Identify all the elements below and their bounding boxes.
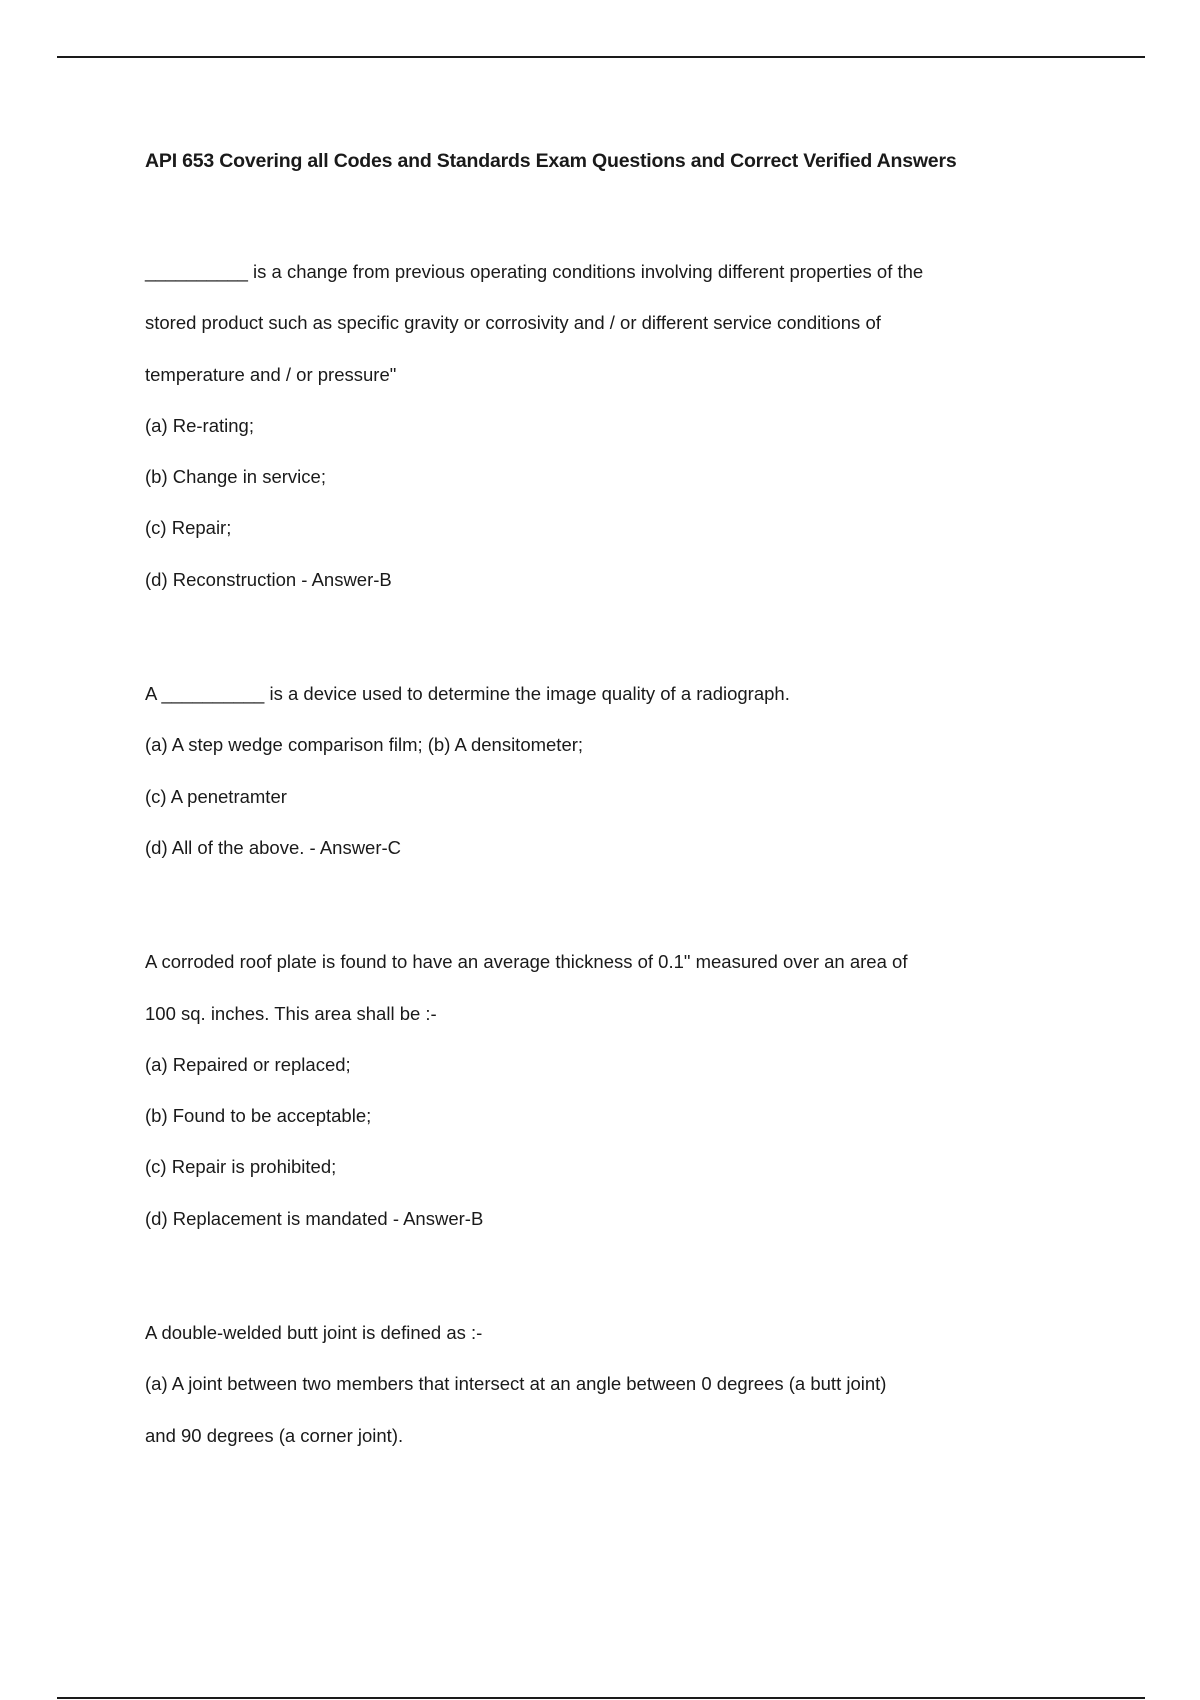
question-1-line: stored product such as specific gravity or corrosivity and / or different service conditions of xyxy=(145,312,881,334)
question-2-line: A __________ is a device used to determine the image quality of a radiograph. xyxy=(145,683,790,705)
question-1-line: temperature and / or pressure" xyxy=(145,363,397,385)
question-4-option-a: (a) A joint between two members that intersect at an angle between 0 degrees (a butt joint) xyxy=(145,1373,887,1395)
question-4-line: A double-welded butt joint is defined as :- xyxy=(145,1322,483,1344)
question-1-option-b: (b) Change in service; xyxy=(145,466,326,488)
document-body xyxy=(145,144,1045,1461)
bottom-divider xyxy=(57,1697,1145,1699)
question-3-option-d-answer: (d) Replacement is mandated - Answer-B xyxy=(145,1207,484,1229)
top-divider xyxy=(57,56,1145,58)
question-3-line: A corroded roof plate is found to have an average thickness of 0.1" measured over an area of xyxy=(145,951,908,973)
question-3-option-a: (a) Repaired or replaced; xyxy=(145,1053,351,1075)
question-1-option-c: (c) Repair; xyxy=(145,517,232,539)
question-3-option-b: (b) Found to be acceptable; xyxy=(145,1105,372,1127)
question-3 xyxy=(145,936,1045,1244)
question-2-option-c: (c) A penetramter xyxy=(145,785,287,807)
question-1-line: __________ is a change from previous operating conditions involving different properties of the xyxy=(145,261,924,282)
question-3-option-c: (c) Repair is prohibited; xyxy=(145,1156,337,1178)
question-2-options-a-b: (a) A step wedge comparison film; (b) A densitometer; xyxy=(145,734,584,756)
question-4-option-a-continued: and 90 degrees (a corner joint). xyxy=(145,1424,404,1446)
question-1 xyxy=(145,246,1045,605)
question-2 xyxy=(145,668,1045,873)
question-1-option-d-answer: (d) Reconstruction - Answer-B xyxy=(145,568,392,590)
question-4 xyxy=(145,1307,1045,1461)
question-1-option-a: (a) Re-rating; xyxy=(145,414,254,436)
question-3-line: 100 sq. inches. This area shall be :- xyxy=(145,1002,437,1024)
document-title: API 653 Covering all Codes and Standards Exam Questions and Correct Verified Answers xyxy=(145,150,957,172)
question-2-option-d-answer: (d) All of the above. - Answer-C xyxy=(145,836,402,858)
